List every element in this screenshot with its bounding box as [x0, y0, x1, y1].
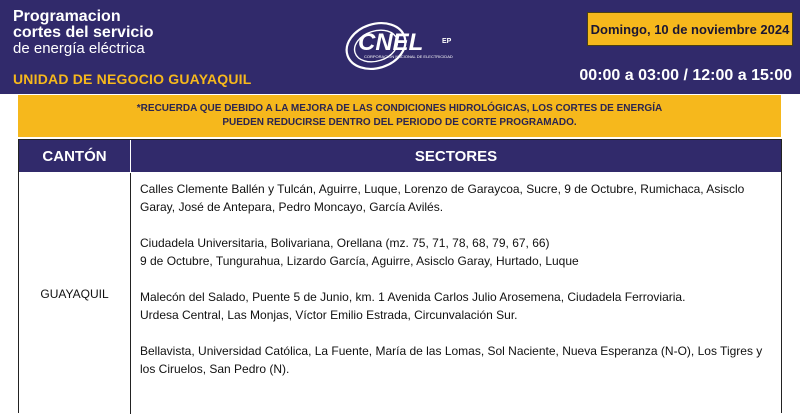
logo-suffix: EP	[442, 38, 452, 45]
title-line-1: Programacion	[13, 8, 121, 25]
outage-table	[18, 139, 782, 413]
header-banner	[0, 0, 800, 94]
sector-group: Bellavista, Universidad Católica, La Fuente, María de las Lomas, Sol Naciente, Nueva Esperanza (N-O), Los Tigres y los Ciruelos, San Pedro (N).	[140, 344, 763, 376]
table-header-row	[19, 140, 781, 172]
cnel-logo	[336, 10, 506, 80]
sectores-cell	[140, 180, 770, 378]
sector-group: Calles Clemente Ballén y Tulcán, Aguirre, Luque, Lorenzo de Garaycoa, Sucre, 9 de Octubre, Rumichaca, Asisclo Garay, José de Antepara, Pedro Moncayo, García Avilés.	[140, 182, 745, 214]
notice-line-2: PUEDEN REDUCIRSE DENTRO DEL PERIODO DE CORTE PROGRAMADO.	[222, 117, 577, 128]
date-text: Domingo, 10 de noviembre 2024	[590, 21, 790, 37]
header-sectores: SECTORES	[414, 147, 498, 165]
notice-line-1: *RECUERDA QUE DEBIDO A LA MEJORA DE LAS CONDICIONES HIDROLÓGICAS, LOS CORTES DE ENERGÍA	[136, 103, 663, 114]
time-range: 00:00 a 03:00 / 12:00 a 15:00	[579, 67, 792, 84]
title-line-2: cortes del servicio	[13, 24, 154, 41]
logo-subtitle: CORPORACIÓN NACIONAL DE ELECTRICIDAD	[364, 54, 453, 59]
header-canton: CANTÓN	[19, 140, 131, 172]
notice-banner	[18, 95, 781, 137]
business-unit-label: UNIDAD DE NEGOCIO GUAYAQUIL	[13, 71, 252, 87]
canton-cell	[19, 173, 131, 414]
page-title	[13, 9, 154, 57]
sector-group: Ciudadela Universitaria, Bolivariana, Orellana (mz. 75, 71, 78, 68, 79, 67, 66) 9 de Octubre, Tungurahua, Lizardo García, Aguirre, Asisclo Garay, Hurtado, Luque	[140, 236, 579, 268]
canton-name: GUAYAQUIL	[40, 286, 109, 301]
sector-group: Malecón del Salado, Puente 5 de Junio, km. 1 Avenida Carlos Julio Arosemena, Ciudadela Ferroviaria. Urdesa Central, Las Monjas, Víctor Emilio Estrada, Circunvalación Sur.	[140, 290, 686, 322]
date-badge	[587, 12, 793, 46]
logo-text: CNEL	[358, 29, 424, 56]
title-line-3: de energía eléctrica	[13, 40, 145, 57]
